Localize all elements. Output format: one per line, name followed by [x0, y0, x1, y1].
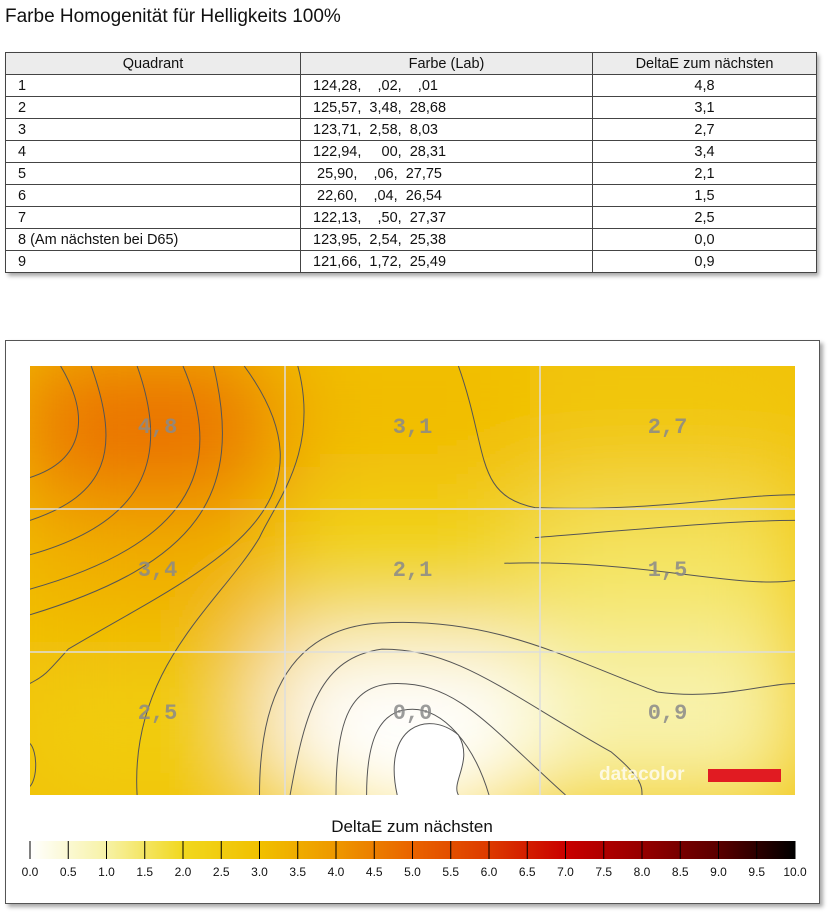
quadrant-label: 0,0: [392, 701, 433, 727]
homogeneity-table: [5, 52, 817, 273]
deltae-cell: 1,5: [593, 185, 817, 207]
quadrant-cell: 2: [6, 97, 301, 119]
scale-title: DeltaE zum nächsten: [331, 817, 493, 836]
logo-bar: [708, 769, 781, 782]
quadrant-cell: 4: [6, 141, 301, 163]
table-row: [6, 251, 817, 273]
quadrant-cell: 7: [6, 207, 301, 229]
uniformity-heatmap: [6, 341, 819, 903]
table-row: [6, 141, 817, 163]
quadrant-label: 3,4: [137, 558, 178, 584]
lab-cell: 124,28, ,02, ,01: [301, 75, 593, 97]
quadrant-cell: 9: [6, 251, 301, 273]
table-row: [6, 207, 817, 229]
quadrant-cell: 1: [6, 75, 301, 97]
deltae-cell: 2,5: [593, 207, 817, 229]
scale-tick-label: 0.0: [21, 865, 39, 879]
deltae-cell: 3,4: [593, 141, 817, 163]
scale-tick-label: 9.5: [748, 865, 766, 879]
lab-cell: 125,57, 3,48, 28,68: [301, 97, 593, 119]
scale-tick-label: 0.5: [59, 865, 77, 879]
quadrant-label: 2,1: [392, 558, 433, 584]
scale-tick-label: 1.0: [98, 865, 115, 879]
table-row: [6, 163, 817, 185]
deltae-cell: 0,9: [593, 251, 817, 273]
quadrant-label: 4,8: [137, 415, 178, 441]
scale-tick-labels: [22, 865, 807, 879]
scale-tick-label: 3.0: [251, 865, 268, 879]
scale-tick-label: 1.5: [136, 865, 154, 879]
logo-text: datacolor: [599, 764, 685, 785]
scale-tick-label: 8.5: [671, 865, 689, 879]
homogeneity-table-container: [5, 52, 816, 273]
quadrant-label: 0,9: [647, 701, 688, 727]
scale-tick-label: 2.5: [212, 865, 230, 879]
table-row: [6, 185, 817, 207]
deltae-cell: 4,8: [593, 75, 817, 97]
lab-cell: 122,13, ,50, 27,37: [301, 207, 593, 229]
scale-tick-label: 5.0: [404, 865, 421, 879]
scale-tick-label: 8.0: [633, 865, 651, 879]
scale-tick-label: 6.0: [480, 865, 498, 879]
scale-tick-label: 10.0: [783, 865, 807, 879]
scale-tick-label: 2.0: [174, 865, 192, 879]
scale-tick-label: 6.5: [518, 865, 536, 879]
header-deltae: DeltaE zum nächsten: [593, 53, 817, 75]
scale-tick-label: 9.0: [710, 865, 727, 879]
lab-cell: 123,71, 2,58, 8,03: [301, 119, 593, 141]
quadrant-label: 3,1: [392, 415, 433, 441]
scale-tick-label: 4.0: [327, 865, 345, 879]
lab-cell: 25,90, ,06, 27,75: [301, 163, 593, 185]
quadrant-label: 1,5: [647, 558, 688, 584]
scale-tick-label: 7.0: [557, 865, 574, 879]
scale-tick-label: 7.5: [595, 865, 613, 879]
scale-tick-label: 3.5: [289, 865, 307, 879]
quadrant-cell: 8 (Am nächsten bei D65): [6, 229, 301, 251]
scale-tick-label: 5.5: [442, 865, 460, 879]
quadrant-cell: 3: [6, 119, 301, 141]
quadrant-cell: 6: [6, 185, 301, 207]
deltae-cell: 3,1: [593, 97, 817, 119]
table-row: [6, 75, 817, 97]
lab-cell: 123,95, 2,54, 25,38: [301, 229, 593, 251]
quadrant-label: 2,7: [647, 415, 688, 441]
quadrant-cell: 5: [6, 163, 301, 185]
table-row: [6, 229, 817, 251]
heatmap-panel: [5, 340, 820, 904]
table-row: [6, 119, 817, 141]
page-title: Farbe Homogenität für Helligkeits 100%: [5, 6, 341, 27]
lab-cell: 22,60, ,04, 26,54: [301, 185, 593, 207]
header-color-lab: Farbe (Lab): [301, 53, 593, 75]
lab-cell: 121,66, 1,72, 25,49: [301, 251, 593, 273]
table-row: [6, 97, 817, 119]
lab-cell: 122,94, 00, 28,31: [301, 141, 593, 163]
table-header-row: [6, 53, 817, 75]
deltae-cell: 0,0: [593, 229, 817, 251]
quadrant-label: 2,5: [137, 701, 178, 727]
header-quadrant: Quadrant: [6, 53, 301, 75]
scale-ticks: [30, 841, 795, 859]
deltae-cell: 2,1: [593, 163, 817, 185]
scale-tick-label: 4.5: [365, 865, 383, 879]
deltae-cell: 2,7: [593, 119, 817, 141]
